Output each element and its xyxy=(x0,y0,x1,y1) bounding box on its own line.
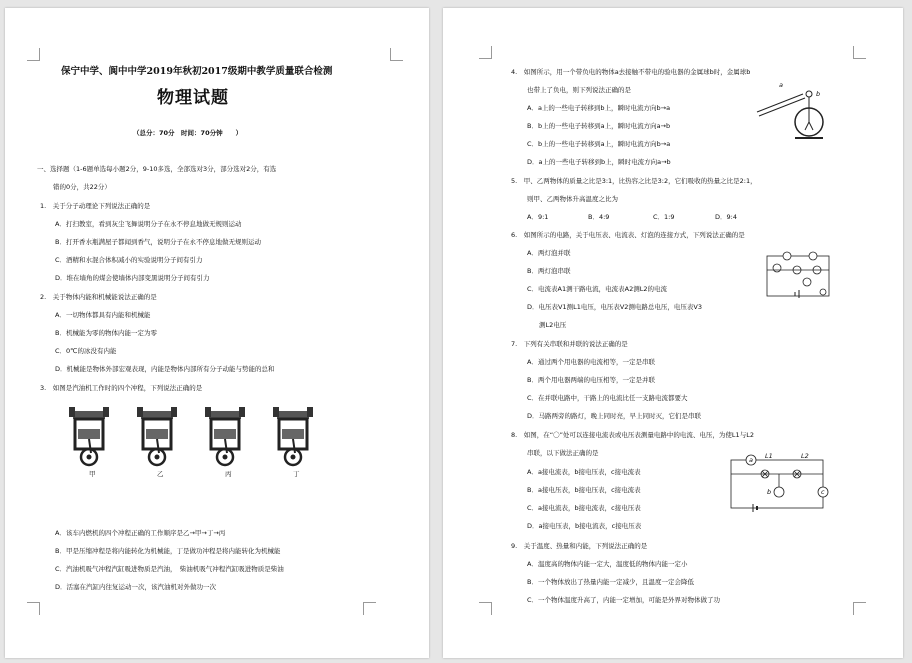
option-6b: B．两灯泡串联 xyxy=(527,267,571,275)
option-9c: C．一个物体温度升高了，内能一定增加，可能是外界对物体做了功 xyxy=(527,596,721,604)
option-7c: C．在并联电路中，干路上的电流比任一支路电流都要大 xyxy=(527,394,688,402)
question-2: 2. 关于物体内能和机械能说法正确的是 xyxy=(40,293,157,301)
question-1: 1. 关于分子动理论下列说法正确的是 xyxy=(40,202,151,210)
option-2a: A．一切物体都具有内能和机械能 xyxy=(55,311,151,319)
option-3c: C．汽油机吸气冲程汽缸吸进物质是汽油， 柴油机吸气冲程汽缸吸进物质是柴油 xyxy=(55,565,284,573)
label-L2: L2 xyxy=(801,452,809,460)
margin-corner-mark xyxy=(853,602,866,615)
meter-b-icon xyxy=(774,487,784,497)
metal-ball-icon xyxy=(806,91,812,97)
circuit-diagram-q8 xyxy=(727,452,833,514)
label-meter-c: c xyxy=(821,488,825,496)
label-meter-a: a xyxy=(749,456,753,464)
voltmeter-icon xyxy=(783,252,791,260)
label-b: b xyxy=(816,90,821,98)
margin-corner-mark xyxy=(27,48,40,61)
option-4b: B．b上的一些电子转移到a上，瞬时电流方向a→b xyxy=(527,122,671,130)
option-7d: D．马路两旁的路灯，晚上同时亮，早上同时灭，它们是串联 xyxy=(527,412,702,420)
option-8a: A．a接电流表，b接电压表，c接电流表 xyxy=(527,468,641,476)
engine-label-ding: 丁 xyxy=(293,470,300,478)
option-6c: C．电流表A1测干路电流，电流表A2测L2的电流 xyxy=(527,285,667,293)
margin-corner-mark xyxy=(363,602,376,615)
question-8: 8. 如图，在“〇”处可以连接电流表或电压表测量电路中的电流、电压，为使L1与L2 xyxy=(511,431,754,439)
margin-corner-mark xyxy=(27,602,40,615)
school-header: 保宁中学、阆中中学2019年秋初2017级期中教学质量联合检测 xyxy=(61,66,333,77)
option-8d: D．a接电压表，b接电流表，c接电压表 xyxy=(527,522,642,530)
option-5c: C．1:9 xyxy=(653,213,675,221)
document-page-2 xyxy=(443,8,903,658)
ammeter-icon xyxy=(820,289,826,295)
option-6d: D．电压表V1测L1电压，电压表V2测电路总电压，电压表V3 xyxy=(527,303,703,311)
circuit-diagram-q6 xyxy=(761,248,837,302)
question-8-cont: 串联，以下做法正确的是 xyxy=(527,449,599,457)
margin-corner-mark xyxy=(390,48,403,61)
option-4c: C．b上的一些电子转移到a上，瞬时电流方向b→a xyxy=(527,140,671,148)
question-3: 3. 如图是汽油机工作时的四个冲程，下列说法正确的是 xyxy=(40,384,203,392)
option-7b: B．两个用电器两端的电压相等，一定是并联 xyxy=(527,376,655,384)
option-3d: D．活塞在汽缸内往复运动一次，该汽油机对外做功一次 xyxy=(55,583,217,591)
section-heading-cont: 错的0分，共22分） xyxy=(53,183,111,191)
question-4-cont: 也带上了负电，则下列说法正确的是 xyxy=(527,86,631,94)
question-5-cont: 则甲、乙两物体升高温度之比为 xyxy=(527,195,618,203)
option-1c: C．酒精和水混合体积减小的实验说明分子间有引力 xyxy=(55,256,203,264)
electroscope-figure xyxy=(755,82,841,142)
engine-label-jia: 甲 xyxy=(89,470,96,478)
option-5d: D．9:4 xyxy=(715,213,737,221)
option-5b: B．4:9 xyxy=(588,213,610,221)
option-1b: B．打开香水瓶满屋子都闻到香气，说明分子在永不停息地做无规则运动 xyxy=(55,238,261,246)
engine-label-bing: 丙 xyxy=(225,470,232,478)
option-5a: A．9:1 xyxy=(527,213,549,221)
question-5: 5. 甲、乙两物体的质量之比是3:1，比热容之比是3:2，它们吸收的热量之比是2:1， xyxy=(511,177,757,185)
option-6a: A．两灯泡并联 xyxy=(527,249,571,257)
option-7a: A．通过两个用电器的电流相等，一定是串联 xyxy=(527,358,655,366)
voltmeter-icon xyxy=(803,278,811,286)
option-1d: D．堆在墙角的煤会使墙体内部变黑说明分子间有引力 xyxy=(55,274,210,282)
question-4: 4. 如图所示，用一个带负电的物体a去接触不带电的验电器的金属球b时，金属球b xyxy=(511,68,751,76)
document-page-1 xyxy=(5,8,429,658)
option-4d: D．a上的一些电子转移到b上，瞬时电流方向a→b xyxy=(527,158,671,166)
section-heading: 一、选择题（1-6题单选每小题2分，9-10多选，全部选对3分，部分选对2分，有选 xyxy=(37,165,277,173)
option-3a: A．该车内燃机的四个冲程正确的工作顺序是乙→甲→丁→丙 xyxy=(55,529,226,537)
option-8b: B．a接电压表，b接电压表，c接电流表 xyxy=(527,486,641,494)
option-4a: A．a上的一些电子转移到b上，瞬时电流方向b→a xyxy=(527,104,671,112)
option-9b: B．一个物体放出了热量内能一定减少，且温度一定会降低 xyxy=(527,578,694,586)
label-a: a xyxy=(779,81,783,89)
label-L1: L1 xyxy=(765,452,773,460)
option-9a: A．温度高的物体内能一定大，温度低的物体内能一定小 xyxy=(527,560,688,568)
option-2d: D．机械能是物体外部宏观表现，内能是物体内部所有分子动能与势能的总和 xyxy=(55,365,275,373)
option-1a: A．打扫教室，看到灰尘飞舞说明分子在永不停息地做无规则运动 xyxy=(55,220,242,228)
voltmeter-icon xyxy=(809,252,817,260)
question-7: 7. 下列有关串联和并联的说法正确的是 xyxy=(511,340,628,348)
engine-strokes-figure xyxy=(61,401,341,473)
option-2b: B．机械能为零的物体内能一定为零 xyxy=(55,329,157,337)
margin-corner-mark xyxy=(479,46,492,59)
ammeter-icon xyxy=(773,264,781,272)
option-8c: C．a接电流表，b接电流表，c接电压表 xyxy=(527,504,641,512)
option-2c: C．0℃的冰没有内能 xyxy=(55,347,117,355)
margin-corner-mark xyxy=(853,46,866,59)
exam-info: （总分：70分 时间：70分钟 ） xyxy=(133,129,243,137)
engine-cylinder-icon xyxy=(69,407,109,465)
label-meter-b: b xyxy=(767,488,772,496)
question-6: 6. 如图所示的电路，关于电压表、电流表、灯泡的连接方式，下列说法正确的是 xyxy=(511,231,745,239)
question-9: 9. 关于温度、热量和内能，下列说法正确的是 xyxy=(511,542,648,550)
page-title: 物理试题 xyxy=(157,88,229,108)
option-6d-cont: 测L2电压 xyxy=(539,321,567,329)
option-3b: B．甲是压缩冲程是将内能转化为机械能，丁是做功冲程是将内能转化为机械能 xyxy=(55,547,281,555)
engine-label-yi: 乙 xyxy=(157,470,164,478)
margin-corner-mark xyxy=(479,602,492,615)
